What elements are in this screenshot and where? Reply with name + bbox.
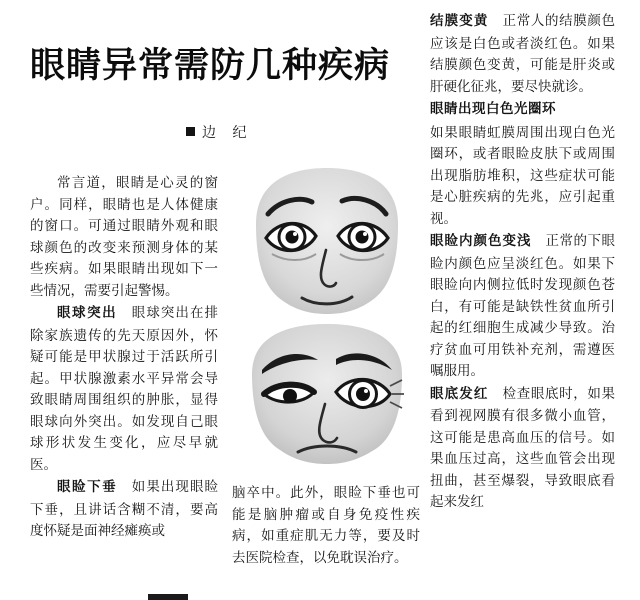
paragraph <box>232 482 420 568</box>
paragraph-text: 正常人的结膜颜色应该是白色或者淡红色。如果结膜颜色变黄，可能是肝炎或肝硬化征兆，要尽快就诊。 <box>430 13 615 94</box>
column-middle <box>232 482 420 569</box>
paragraph-lead: 结膜变黄 <box>430 13 489 29</box>
two-faces-eye-illustration <box>232 166 422 466</box>
paragraph <box>430 122 615 230</box>
paragraph-lead: 眼睛出现白色光圈环 <box>430 101 556 117</box>
paragraph-lead: 眼底发红 <box>430 385 489 402</box>
square-bullet-icon <box>186 127 195 136</box>
paragraph-text: 脑卒中。此外，眼睑下垂也可能是脑肿瘤或自身免疫性疾病，如重症肌无力等，要及时去医院检查，以免耽误治疗。 <box>232 485 420 565</box>
paragraph <box>30 302 218 475</box>
paragraph <box>30 476 218 542</box>
paragraph-text: 正常的下眼睑内颜色应呈淡红色。如果下眼睑向内侧拉低时发现颜色苍白，有可能是缺铁性贫血所引起的红细胞生成减少导致。治疗贫血可用铁补充剂，需遵医嘱服用。 <box>430 233 615 378</box>
paragraph <box>30 172 218 301</box>
paragraph-lead: 眼睑下垂 <box>57 479 118 495</box>
paragraph-text: 检查眼底时，如果看到视网膜有很多微小血管，这可能是患高血压的信号。如果血压过高，这些血管会出现扭曲，甚至爆裂，导致眼底看起来发红 <box>430 385 615 509</box>
page-edge-mark <box>148 594 188 600</box>
column-right <box>430 10 615 514</box>
paragraph <box>430 10 615 97</box>
paragraph-lead: 眼球突出 <box>57 305 118 321</box>
column-left <box>30 172 218 543</box>
paragraph-text: 常言道，眼睛是心灵的窗户。同样，眼睛也是人体健康的窗口。可通过眼睛外观和眼球颜色的改变来预测身体的某些疾病。如果眼睛出现如下一些情况，需要引起警惕。 <box>30 175 218 298</box>
paragraph <box>430 98 615 121</box>
paragraph <box>430 230 615 382</box>
page-title: 眼睛异常需防几种疾病 <box>30 46 391 86</box>
paragraph-lead: 眼睑内颜色变浅 <box>430 233 532 249</box>
paragraph <box>430 383 615 513</box>
paragraph-text: 如果眼睛虹膜周围出现白色光圈环，或者眼睑皮肤下或周围出现脂肪堆积，这些症状可能是心脏疾病的先兆，应引起重视。 <box>430 124 615 226</box>
byline-text: 边 纪 <box>202 125 253 141</box>
paragraph-text: 眼球突出在排除家族遗传的先天原因外，怀疑可能是甲状腺过于活跃所引起。甲状腺激素水平异常会导致眼睛周围组织的肿胀，显得眼球向外突出。如发现自己眼球形状发生变化，应尽早就医。 <box>30 305 219 472</box>
byline <box>186 122 252 142</box>
paragraph-text: 如果出现眼睑下垂，且讲话含糊不清，要高度怀疑是面神经瘫痪或 <box>30 479 219 538</box>
